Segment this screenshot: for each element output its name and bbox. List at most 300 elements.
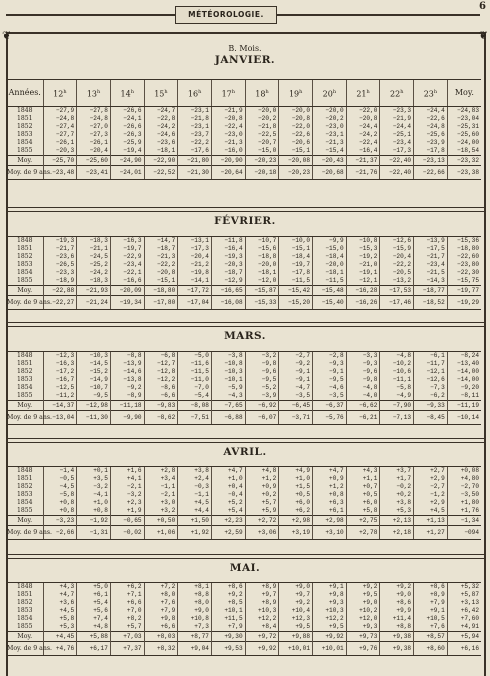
mean-value-cell: +4,45: [43, 632, 77, 642]
nine-year-mean-row: [7, 411, 481, 425]
table-row: [7, 360, 481, 368]
mean-value-cell: −15,20: [279, 296, 313, 310]
value-cell: −18,3: [77, 237, 111, 246]
table-row: [7, 599, 481, 607]
value-cell: −10,3: [211, 368, 245, 376]
year-cell: 1852: [16, 368, 33, 375]
year-cell: 1848: [7, 107, 43, 116]
value-cell: −7,0: [178, 384, 212, 392]
mean-value-cell: −24,90: [110, 156, 144, 166]
mean-value-cell: +2,18: [380, 526, 414, 540]
table-row: [7, 115, 481, 123]
year-cell: 1848: [7, 583, 43, 592]
value-cell: −22,2: [178, 139, 212, 147]
value-cell: −3,8: [211, 352, 245, 361]
year-cell: 1854: [16, 615, 33, 622]
value-cell: −9,5: [77, 392, 111, 401]
value-cell: −15,2: [77, 368, 111, 376]
value-cell: +9,5: [346, 591, 380, 599]
month-table: [7, 79, 481, 180]
mean-value-cell: −20,43: [313, 156, 347, 166]
value-cell: +0,4: [211, 483, 245, 491]
value-cell: −0,3: [178, 483, 212, 491]
value-cell: −10,3: [77, 352, 111, 361]
section-divider: [6, 322, 484, 327]
mean-value-cell: +2,75: [346, 516, 380, 526]
value-cell: −23,3: [43, 269, 77, 277]
value-cell: −20,7: [245, 139, 279, 147]
year-cell: 1855: [16, 507, 33, 514]
value-cell: −16,3: [110, 237, 144, 246]
value-cell: −9,2: [110, 384, 144, 392]
value-cell: −2,8: [313, 352, 347, 361]
value-cell: +7,9: [144, 607, 178, 615]
value-cell: +7,4: [77, 615, 111, 623]
value-cell: −0,4: [211, 491, 245, 499]
value-cell: −21,5: [414, 269, 448, 277]
value-cell: +6,1: [77, 591, 111, 599]
month-table: [7, 466, 481, 540]
value-cell: +8,5: [211, 599, 245, 607]
value-cell: −6,1: [414, 352, 448, 361]
value-cell: −9,6: [245, 368, 279, 376]
year-cell: 1852: [16, 599, 33, 606]
value-cell: −15,36: [447, 237, 481, 246]
value-cell: +9,0: [346, 599, 380, 607]
value-cell: +6,0: [346, 499, 380, 507]
value-cell: −1,1: [178, 491, 212, 499]
column-header-mean: Moy.: [447, 80, 481, 107]
value-cell: −5,8: [380, 384, 414, 392]
value-cell: −13,8: [110, 376, 144, 384]
row-label: Moy.: [7, 401, 43, 411]
year-cell: 1853: [16, 376, 33, 383]
value-cell: +3,8: [178, 467, 212, 476]
mean-value-cell: −13,04: [43, 411, 77, 425]
table-row: [7, 384, 481, 392]
value-cell: +8,1: [178, 583, 212, 592]
value-cell: −20,8: [211, 115, 245, 123]
mean-value-cell: +9,38: [380, 642, 414, 656]
value-cell: +4,7: [313, 467, 347, 476]
mean-value-cell: +8,77: [178, 632, 212, 642]
value-cell: −20,4: [178, 253, 212, 261]
value-cell: −9,8: [245, 360, 279, 368]
value-cell: +12,2: [245, 615, 279, 623]
mean-value-cell: −1,92: [77, 516, 111, 526]
value-cell: −12,1: [346, 277, 380, 286]
mean-value-cell: −17,53: [380, 286, 414, 296]
value-cell: −4,1: [77, 491, 111, 499]
value-cell: −24,1: [110, 115, 144, 123]
table-row: [7, 392, 481, 401]
value-cell: −22,9: [110, 253, 144, 261]
value-cell: −15,6: [245, 245, 279, 253]
table-row: [7, 368, 481, 376]
value-cell: −1,2: [414, 491, 448, 499]
value-cell: −3,9: [245, 392, 279, 401]
value-cell: −14,3: [414, 277, 448, 286]
value-cell: −18,8: [245, 253, 279, 261]
value-cell: +6,3: [313, 499, 347, 507]
value-cell: −6,8: [144, 352, 178, 361]
value-cell: −23,0: [211, 131, 245, 139]
value-cell: +6,6: [144, 623, 178, 632]
value-cell: +1,76: [447, 507, 481, 516]
value-cell: −0,5: [43, 475, 77, 483]
value-cell: −20,5: [380, 269, 414, 277]
table-row: [7, 123, 481, 131]
value-cell: +1,0: [279, 475, 313, 483]
value-cell: −24,8: [77, 115, 111, 123]
month-table: [7, 582, 481, 656]
year-cell: 1855: [16, 623, 33, 630]
mean-row: [7, 401, 481, 411]
value-cell: +9,8: [313, 591, 347, 599]
column-header-hour: 13$^h$: [77, 80, 111, 107]
value-cell: −24,6: [144, 131, 178, 139]
value-cell: −17,8: [279, 269, 313, 277]
value-cell: −20,0: [245, 261, 279, 269]
mean-value-cell: +3,19: [279, 526, 313, 540]
value-cell: −22,60: [447, 253, 481, 261]
mean-value-cell: −1,34: [447, 516, 481, 526]
value-cell: −12,3: [43, 352, 77, 361]
table-row: [7, 583, 481, 592]
value-cell: −14,9: [77, 376, 111, 384]
value-cell: −9,20: [447, 384, 481, 392]
mean-value-cell: −10,14: [447, 411, 481, 425]
mean-value-cell: +5,88: [77, 632, 111, 642]
value-cell: +3,13: [447, 599, 481, 607]
value-cell: −20,4: [77, 147, 111, 156]
value-cell: −9,8: [346, 376, 380, 384]
year-cell: 1851: [16, 245, 33, 252]
value-cell: −11,2: [43, 392, 77, 401]
mean-value-cell: −0,02: [110, 526, 144, 540]
mean-value-cell: −16,28: [346, 286, 380, 296]
value-cell: −25,9: [110, 139, 144, 147]
value-cell: −9,5: [245, 376, 279, 384]
value-cell: −18,80: [447, 245, 481, 253]
mean-value-cell: +6,17: [77, 642, 111, 656]
mean-value-cell: +1,92: [178, 526, 212, 540]
value-cell: +2,3: [110, 499, 144, 507]
value-cell: −2,7: [279, 352, 313, 361]
mean-value-cell: −7,90: [380, 401, 414, 411]
year-cell: 1852: [16, 253, 33, 260]
table-row: [7, 491, 481, 499]
value-cell: −16,0: [211, 147, 245, 156]
table-row: [7, 131, 481, 139]
value-cell: +4,7: [211, 467, 245, 476]
value-cell: +10,5: [414, 615, 448, 623]
value-cell: −23,9: [414, 139, 448, 147]
value-cell: −10,2: [380, 360, 414, 368]
subtitle: B. Mois.: [228, 44, 262, 53]
value-cell: −21,7: [414, 253, 448, 261]
mean-value-cell: −25,60: [77, 156, 111, 166]
value-cell: +9,0: [380, 591, 414, 599]
mean-value-cell: +9,92: [313, 632, 347, 642]
mean-value-cell: −5,76: [313, 411, 347, 425]
mean-value-cell: +9,88: [279, 632, 313, 642]
value-cell: +5,9: [245, 507, 279, 516]
table-row: [7, 352, 481, 361]
value-cell: −27,0: [77, 123, 111, 131]
mean-value-cell: −23,38: [447, 166, 481, 180]
mean-value-cell: −20,23: [279, 166, 313, 180]
value-cell: −21,8: [245, 123, 279, 131]
table-row: [7, 507, 481, 516]
value-cell: +0,1: [77, 467, 111, 476]
value-cell: −10,1: [211, 376, 245, 384]
mean-value-cell: −21,93: [77, 286, 111, 296]
value-cell: −19,1: [346, 269, 380, 277]
value-cell: −27,8: [77, 107, 111, 116]
value-cell: −4,3: [211, 392, 245, 401]
value-cell: −4,6: [313, 384, 347, 392]
mean-value-cell: −23,48: [43, 166, 77, 180]
column-header-hour: 20$^h$: [313, 80, 347, 107]
value-cell: −1,1: [144, 483, 178, 491]
year-cell: 1854: [16, 269, 33, 276]
mean-value-cell: −18,77: [414, 286, 448, 296]
mean-value-cell: +1,13: [414, 516, 448, 526]
value-cell: +1,6: [110, 467, 144, 476]
value-cell: +6,42: [447, 607, 481, 615]
value-cell: +4,4: [178, 507, 212, 516]
value-cell: −0,2: [380, 483, 414, 491]
mean-value-cell: +10,01: [279, 642, 313, 656]
frame-ornament-left: ❦: [2, 29, 12, 42]
value-cell: +7,6: [414, 623, 448, 632]
value-cell: −23,1: [313, 131, 347, 139]
table-row: [7, 483, 481, 491]
value-cell: −16,7: [43, 376, 77, 384]
mean-value-cell: +2,72: [245, 516, 279, 526]
value-cell: −14,7: [144, 237, 178, 246]
value-cell: −8,6: [144, 384, 178, 392]
value-cell: +8,6: [380, 599, 414, 607]
mean-value-cell: −18,80: [144, 286, 178, 296]
value-cell: −21,7: [43, 245, 77, 253]
value-cell: +8,9: [414, 591, 448, 599]
value-cell: −9,3: [346, 360, 380, 368]
value-cell: −12,6: [380, 237, 414, 246]
value-cell: +10,3: [245, 607, 279, 615]
value-cell: +5,32: [447, 583, 481, 592]
value-cell: −22,0: [346, 107, 380, 116]
value-cell: −22,4: [346, 139, 380, 147]
value-cell: +9,5: [313, 623, 347, 632]
value-cell: +0,8: [43, 499, 77, 507]
value-cell: +4,5: [414, 507, 448, 516]
mean-row: [7, 632, 481, 642]
mean-value-cell: −20,23: [245, 156, 279, 166]
value-cell: +4,9: [279, 467, 313, 476]
value-cell: −23,6: [43, 253, 77, 261]
value-cell: +9,9: [380, 607, 414, 615]
table-row: [7, 139, 481, 147]
value-cell: −11,5: [178, 368, 212, 376]
value-cell: −6,6: [144, 392, 178, 401]
value-cell: −18,1: [144, 147, 178, 156]
value-cell: +7,1: [110, 591, 144, 599]
mean-value-cell: −11,18: [110, 401, 144, 411]
row-label: Moy. de 9 ans.: [7, 411, 43, 425]
mean-value-cell: −20,18: [245, 166, 279, 180]
value-cell: +5,4: [77, 599, 111, 607]
value-cell: −27,4: [43, 123, 77, 131]
value-cell: −11,1: [380, 376, 414, 384]
table-row: [7, 237, 481, 246]
value-cell: −4,9: [380, 392, 414, 401]
value-cell: +4,8: [245, 467, 279, 476]
mean-value-cell: −7,51: [178, 411, 212, 425]
value-cell: −4,5: [43, 483, 77, 491]
value-cell: −25,1: [380, 131, 414, 139]
row-label: Moy.: [7, 516, 43, 526]
value-cell: +11,4: [380, 615, 414, 623]
value-cell: +4,1: [110, 475, 144, 483]
mean-value-cell: −16,65: [211, 286, 245, 296]
value-cell: −16,6: [110, 277, 144, 286]
mean-value-cell: +9,04: [178, 642, 212, 656]
mean-value-cell: +1,50: [178, 516, 212, 526]
mean-value-cell: −8,45: [414, 411, 448, 425]
value-cell: −21,9: [380, 115, 414, 123]
value-cell: −24,8: [43, 115, 77, 123]
mean-value-cell: −6,37: [313, 401, 347, 411]
value-cell: −21,3: [144, 253, 178, 261]
value-cell: +1,2: [313, 483, 347, 491]
value-cell: −19,8: [178, 269, 212, 277]
column-header-hour: 12$^h$: [43, 80, 77, 107]
mean-value-cell: −22,88: [43, 286, 77, 296]
value-cell: −3,3: [346, 352, 380, 361]
value-cell: +7,9: [414, 599, 448, 607]
value-cell: −18,7: [211, 269, 245, 277]
value-cell: −20,8: [346, 115, 380, 123]
value-cell: +1,1: [346, 475, 380, 483]
value-cell: +1,0: [77, 499, 111, 507]
month-title: AVRIL.: [223, 446, 267, 458]
mean-value-cell: −17,72: [178, 286, 212, 296]
value-cell: −21,3: [313, 139, 347, 147]
mean-value-cell: +8,57: [414, 632, 448, 642]
month-title: MAI.: [229, 562, 261, 574]
value-cell: −25,6: [414, 131, 448, 139]
nine-year-mean-row: [7, 166, 481, 180]
mean-value-cell: +7,03: [110, 632, 144, 642]
value-cell: −16,4: [346, 147, 380, 156]
value-cell: −12,8: [144, 368, 178, 376]
value-cell: +8,0: [178, 599, 212, 607]
value-cell: −26,1: [43, 139, 77, 147]
year-cell: 1848: [7, 352, 43, 361]
value-cell: −23,0: [313, 123, 347, 131]
mean-value-cell: −22,40: [380, 156, 414, 166]
value-cell: −15,75: [447, 277, 481, 286]
mean-value-cell: −094: [447, 526, 481, 540]
value-cell: −22,4: [211, 123, 245, 131]
value-cell: +12,0: [346, 615, 380, 623]
value-cell: +10,4: [279, 607, 313, 615]
value-cell: +5,0: [77, 583, 111, 592]
value-cell: −23,4: [380, 139, 414, 147]
value-cell: −20,2: [245, 115, 279, 123]
value-cell: +1,0: [211, 475, 245, 483]
value-cell: +10,2: [346, 607, 380, 615]
value-cell: −24,5: [77, 253, 111, 261]
mean-value-cell: −15,40: [313, 296, 347, 310]
value-cell: +12,3: [279, 615, 313, 623]
value-cell: +5,7: [245, 499, 279, 507]
value-cell: +1,2: [245, 475, 279, 483]
value-cell: −18,1: [313, 269, 347, 277]
table-row: [7, 245, 481, 253]
value-cell: +1,5: [279, 483, 313, 491]
value-cell: −16,3: [43, 360, 77, 368]
value-cell: +3,2: [144, 507, 178, 516]
value-cell: −18,54: [447, 147, 481, 156]
value-cell: −20,0: [279, 107, 313, 116]
value-cell: −21,8: [178, 115, 212, 123]
table-row: [7, 591, 481, 599]
month-title: MARS.: [224, 330, 266, 342]
value-cell: −13,1: [178, 237, 212, 246]
mean-value-cell: −11,30: [77, 411, 111, 425]
mean-value-cell: −22,27: [43, 296, 77, 310]
year-cell: 1852: [16, 123, 33, 130]
section-divider: [6, 438, 484, 443]
value-cell: −5,0: [178, 352, 212, 361]
value-cell: −23,7: [178, 131, 212, 139]
value-cell: −24,2: [346, 131, 380, 139]
mean-value-cell: −21,37: [346, 156, 380, 166]
year-cell: 1854: [16, 499, 33, 506]
value-cell: −23,1: [178, 107, 212, 116]
value-cell: −2,1: [110, 483, 144, 491]
column-header-hour: 18$^h$: [245, 80, 279, 107]
mean-value-cell: +4,76: [43, 642, 77, 656]
value-cell: −15,1: [279, 245, 313, 253]
mean-value-cell: −7,13: [380, 411, 414, 425]
mean-value-cell: −2,66: [43, 526, 77, 540]
value-cell: −22,2: [380, 261, 414, 269]
mean-value-cell: −23,13: [414, 156, 448, 166]
value-cell: −5,8: [43, 491, 77, 499]
mean-value-cell: +6,16: [447, 642, 481, 656]
value-cell: −14,00: [447, 376, 481, 384]
value-cell: −2,7: [414, 483, 448, 491]
value-cell: +10,3: [313, 607, 347, 615]
column-header-hour: 14$^h$: [110, 80, 144, 107]
value-cell: +9,2: [279, 599, 313, 607]
value-cell: −10,7: [245, 237, 279, 246]
value-cell: −22,6: [414, 115, 448, 123]
value-cell: −17,2: [43, 368, 77, 376]
section-divider: [6, 554, 484, 559]
value-cell: −26,1: [77, 139, 111, 147]
value-cell: −20,8: [279, 115, 313, 123]
value-cell: −5,9: [211, 384, 245, 392]
value-cell: −15,3: [346, 245, 380, 253]
value-cell: −23,1: [178, 123, 212, 131]
value-cell: −27,3: [77, 131, 111, 139]
value-cell: −20,3: [43, 147, 77, 156]
